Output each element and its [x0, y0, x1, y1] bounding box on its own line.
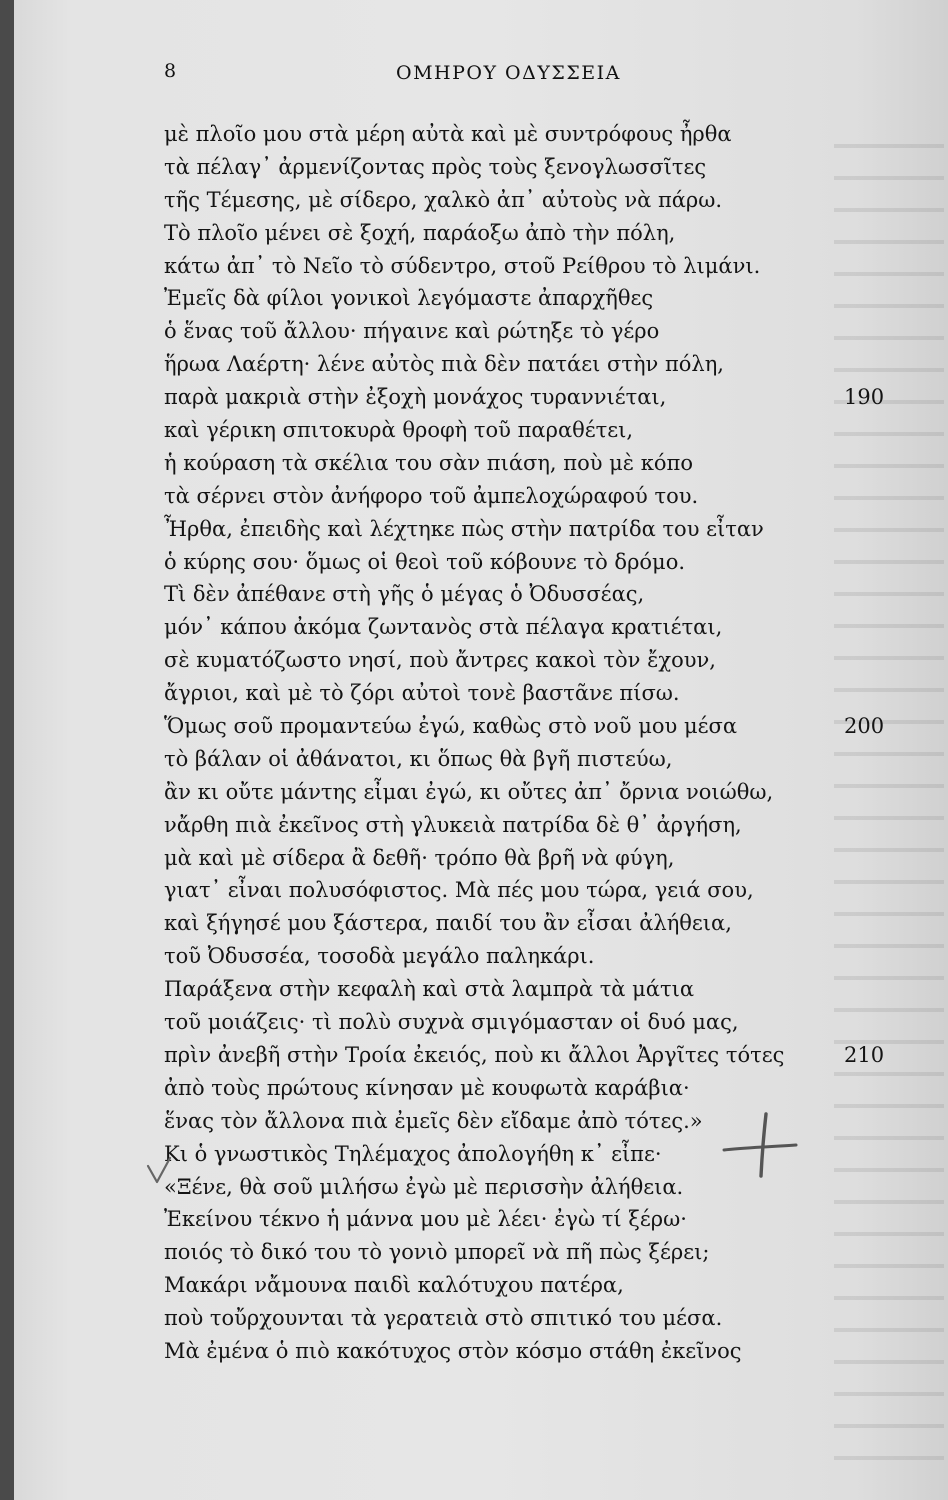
verse-line: [14, 513, 948, 546]
verse-text: σὲ κυματόζωστο νησί, ποὺ ἄντρες κακοὶ τὸν ἔχουν,: [164, 648, 716, 673]
line-number: 210: [844, 1042, 885, 1067]
verse-text: πρὶν ἀνεβῆ στὴν Τροία ἐκειός, ποὺ κι ἄλλοι Ἀργῖτες τότες: [164, 1042, 785, 1067]
verse-text: κάτω ἀπ᾽ τὸ Νεῖο τὸ σύδεντρο, στοῦ Ρείθρου τὸ λιμάνι.: [164, 253, 761, 278]
verse-line: [14, 611, 948, 644]
verse-line: [14, 184, 948, 217]
page-number: 8: [164, 60, 177, 82]
verse-text: τὰ σέρνει στὸν ἀνήφορο τοῦ ἀμπελοχώραφού του.: [164, 483, 699, 508]
verse-text: τοῦ Ὀδυσσέα, τοσοδὰ μεγάλο παληκάρι.: [164, 944, 595, 969]
verse-text: ὁ κύρης σου· ὅμως οἱ θεοὶ τοῦ κόβουνε τὸ δρόμο.: [164, 549, 686, 574]
verse-text: καὶ ξήγησέ μου ξάστερα, παιδί του ἂν εἶσαι ἀλήθεια,: [164, 911, 732, 936]
verse-line: [14, 546, 948, 579]
verse-line: [14, 644, 948, 677]
page-header: [14, 60, 948, 96]
verse-line: [14, 743, 948, 776]
verse-text: τὰ πέλαγ᾽ ἀρμενίζοντας πρὸς τοὺς ξενογλωσσῖτες: [164, 154, 707, 179]
verse-text: καὶ γέρικη σπιτοκυρὰ θροφὴ τοῦ παραθέτει,: [164, 418, 634, 443]
verse-text: μόν᾽ κάπου ἀκόμα ζωντανὸς στὰ πέλαγα κρατιέται,: [164, 615, 723, 640]
verse-line: [14, 315, 948, 348]
verse-text: Μὰ ἐμένα ὁ πιὸ κακότυχος στὸν κόσμο στάθη ἐκεῖνος: [164, 1338, 742, 1363]
verse-text: ἄγριοι, καὶ μὲ τὸ ζόρι αὐτοὶ τονὲ βαστᾶνε πίσω.: [164, 681, 680, 706]
verse-line: [14, 907, 948, 940]
verse-line: [14, 842, 948, 875]
verse-text: παρὰ μακριὰ στὴν ἐξοχὴ μονάχος τυραννιέται,: [164, 385, 667, 410]
verse-text: «Ξένε, θὰ σοῦ μιλήσω ἐγὼ μὲ περισσὴν ἀλήθεια.: [164, 1174, 684, 1199]
book-page: [14, 0, 948, 1500]
verse-text: ὁ ἕνας τοῦ ἄλλου· πήγαινε καὶ ρώτηξε τὸ γέρο: [164, 319, 660, 344]
verse-line: [14, 677, 948, 710]
verse-line: [14, 118, 948, 151]
verse-line: [14, 1105, 948, 1138]
verse-line: [14, 414, 948, 447]
running-title: ΟΜΗΡΟΥ ΟΔΥΣΣΕΙΑ: [396, 62, 621, 84]
verse-text: Κι ὁ γνωστικὸς Τηλέμαχος ἀπολογήθη κ᾽ εἶπε·: [164, 1141, 662, 1166]
verse-text: ἂν κι οὔτε μάντης εἶμαι ἐγώ, κι οὔτες ἀπ᾽ ὄρνια νοιώθω,: [164, 779, 774, 804]
verse-line: [14, 874, 948, 907]
verse-line: [14, 973, 948, 1006]
verse-line: [14, 1203, 948, 1236]
verse-text: ἕνας τὸν ἄλλονα πιὰ ἐμεῖς δὲν εἴδαμε ἀπὸ τότες.»: [164, 1108, 703, 1133]
verse-line: [14, 710, 948, 743]
verse-text: Τὶ δὲν ἀπέθανε στὴ γῆς ὁ μέγας ὁ Ὀδυσσέας,: [164, 582, 645, 607]
verse-text: Μακάρι νἄμουνα παιδὶ καλότυχου πατέρα,: [164, 1273, 624, 1298]
verse-line: [14, 250, 948, 283]
verse-line: [14, 940, 948, 973]
pencil-checkmark-icon: [146, 1156, 172, 1184]
verse-line: [14, 1269, 948, 1302]
line-number: 200: [844, 714, 885, 739]
pencil-cross-mark-icon: [720, 1110, 800, 1180]
verse-text: τὸ βάλαν οἱ ἀθάνατοι, κι ὅπως θὰ βγῆ πιστεύω,: [164, 746, 673, 771]
verse-line: [14, 381, 948, 414]
verse-text: ἡ κούραση τὰ σκέλια του σὰν πιάση, ποὺ μὲ κόπο: [164, 450, 693, 475]
verse-text: τοῦ μοιάζεις· τὶ πολὺ συχνὰ σμιγόμασταν οἱ δυό μας,: [164, 1010, 739, 1035]
verse-text: μὲ πλοῖο μου στὰ μέρη αὐτὰ καὶ μὲ συντρόφους ἦρθα: [164, 122, 732, 146]
verse-line: [14, 1302, 948, 1335]
verse-line: [14, 1335, 948, 1368]
verse-line: [14, 809, 948, 842]
verse-line: [14, 217, 948, 250]
verse-text: ἥρωα Λαέρτη· λένε αὐτὸς πιὰ δὲν πατάει στὴν πόλη,: [164, 352, 724, 377]
verse-text: Ἐκείνου τέκνο ἡ μάννα μου μὲ λέει· ἐγὼ τί ξέρω·: [164, 1207, 687, 1232]
verse-text: Παράξενα στὴν κεφαλὴ καὶ στὰ λαμπρὰ τὰ μάτια: [164, 977, 695, 1002]
verse-text: γιατ᾽ εἶναι πολυσόφιστος. Μὰ πές μου τώρα, γειά σου,: [164, 878, 754, 903]
verse-line: [14, 1006, 948, 1039]
verse-text: ἀπὸ τοὺς πρώτους κίνησαν μὲ κουφωτὰ καράβια·: [164, 1075, 690, 1100]
verse-line: [14, 348, 948, 381]
verse-line: [14, 1039, 948, 1072]
verse-line: [14, 282, 948, 315]
verse-text: Τὸ πλοῖο μένει σὲ ξοχή, παράοξω ἀπὸ τὴν πόλη,: [164, 220, 676, 245]
line-number: 190: [844, 385, 885, 410]
verse-text: Ἐμεῖς δὰ φίλοι γονικοὶ λεγόμαστε ἀπαρχῆθες: [164, 286, 654, 311]
verse-line: [14, 578, 948, 611]
verse-line: [14, 1236, 948, 1269]
verse-line: [14, 447, 948, 480]
verse-text: Ἦρθα, ἐπειδὴς καὶ λέχτηκε πὼς στὴν πατρίδα του εἶταν: [164, 516, 764, 541]
verse-text: ποιός τὸ δικό του τὸ γονιὸ μπορεῖ νὰ πῆ πὼς ξέρει;: [164, 1240, 710, 1265]
verse-text: τῆς Τέμεσης, μὲ σίδερο, χαλκὸ ἀπ᾽ αὐτοὺς νὰ πάρω.: [164, 187, 723, 212]
verse-text: ποὺ τοὔρχουνται τὰ γερατειὰ στὸ σπιτικό του μέσα.: [164, 1306, 723, 1331]
verse-line: [14, 776, 948, 809]
verse-line: [14, 480, 948, 513]
verse-line: [14, 1072, 948, 1105]
verse-text: μὰ καὶ μὲ σίδερα ἂ δεθῆ· τρόπο θὰ βρῆ νὰ φύγη,: [164, 845, 675, 870]
verse-text: νἄρθη πιὰ ἐκεῖνος στὴ γλυκειὰ πατρίδα δὲ θ᾽ ἀργήση,: [164, 812, 742, 837]
verse-line: [14, 151, 948, 184]
verse-text: Ὅμως σοῦ προμαντεύω ἐγώ, καθὼς στὸ νοῦ μου μέσα: [164, 714, 738, 739]
